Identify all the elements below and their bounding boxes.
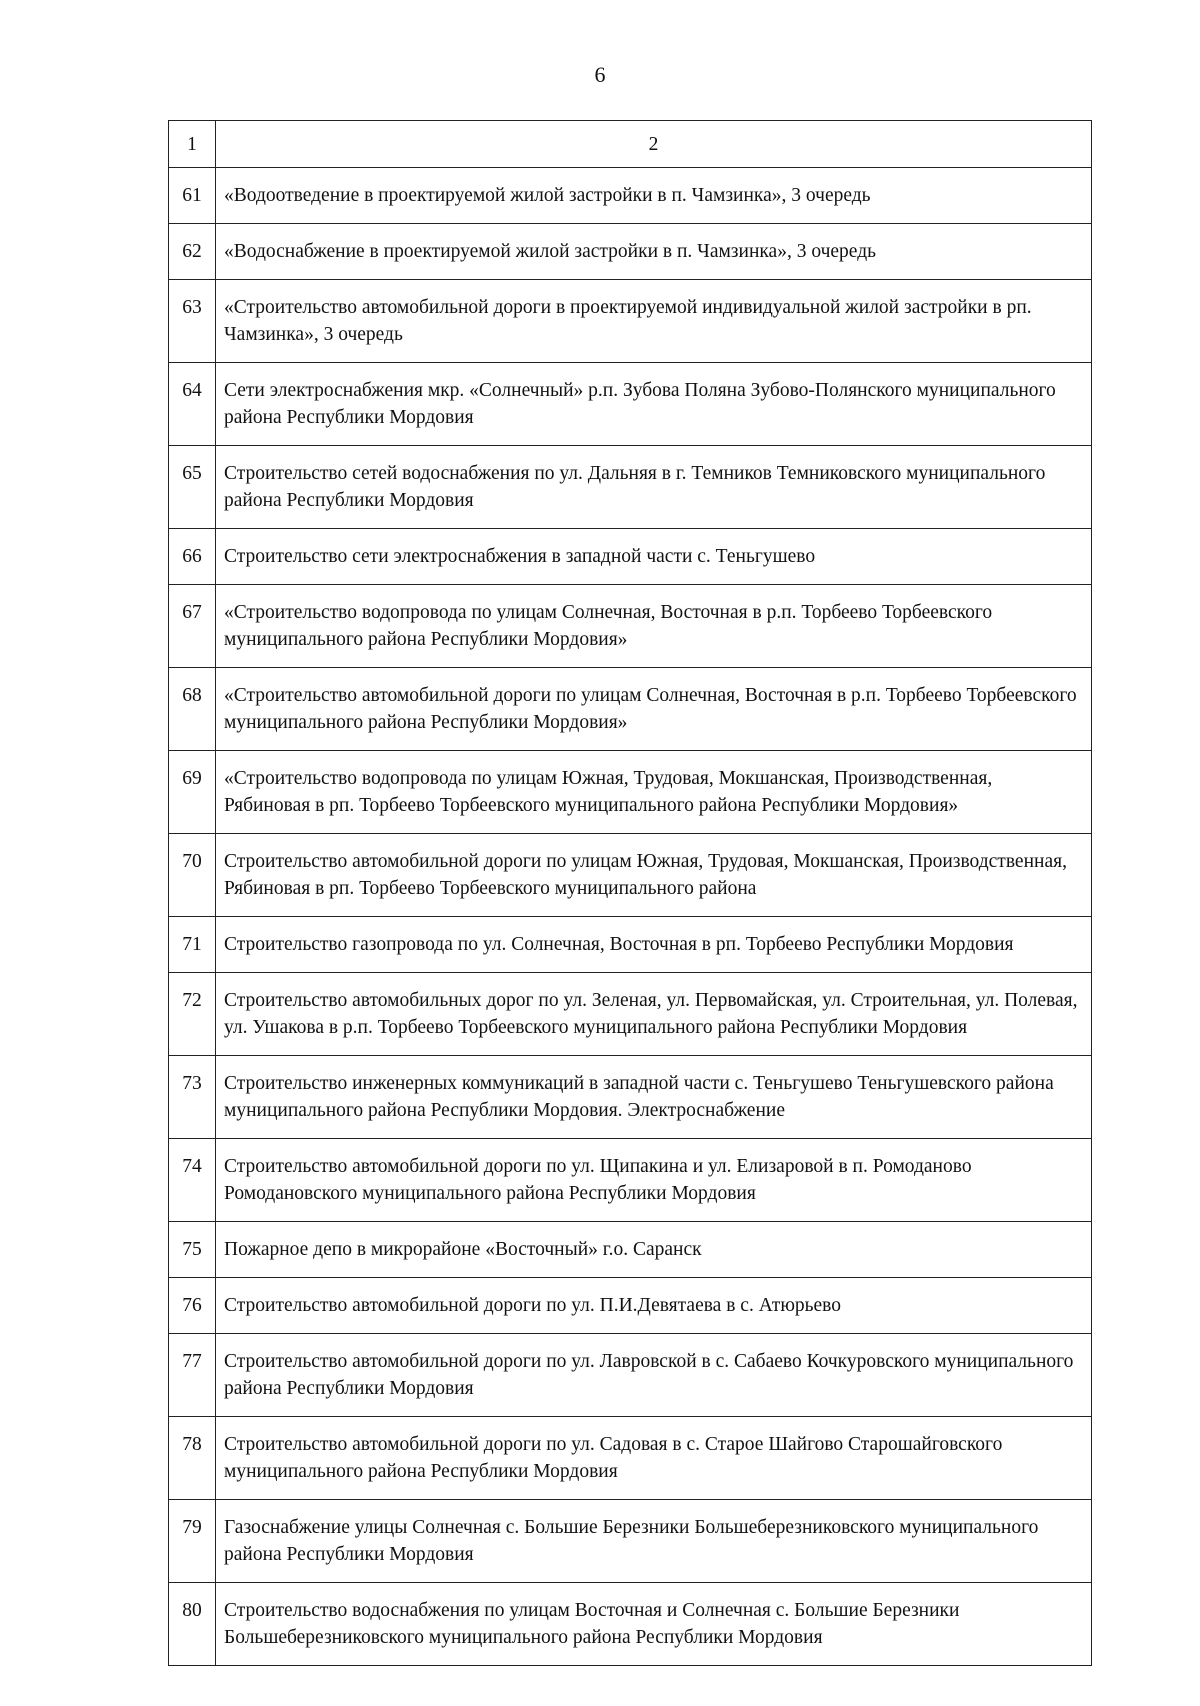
row-number: 78 [169, 1417, 216, 1500]
table-header-row [169, 121, 1092, 168]
table-row [169, 1417, 1092, 1500]
table-row [169, 834, 1092, 917]
row-project-name: «Строительство автомобильной дороги по улицам Солнечная, Восточная в р.п. Торбеево Торбеевского муниципального района Республики Мордовия» [216, 668, 1092, 751]
row-number: 67 [169, 585, 216, 668]
table-row [169, 280, 1092, 363]
table-row [169, 917, 1092, 973]
header-col-2: 2 [216, 121, 1092, 168]
row-project-name: Строительство автомобильных дорог по ул. Зеленая, ул. Первомайская, ул. Строительная, ул. Полевая, ул. Ушакова в р.п. Торбеево Торбеевского муниципального района Республики Мордовия [216, 973, 1092, 1056]
row-project-name: Строительство водоснабжения по улицам Восточная и Солнечная с. Большие Березники Большеберезниковского муниципального района Республики Мордовия [216, 1583, 1092, 1666]
row-project-name: «Водоснабжение в проектируемой жилой застройки в п. Чамзинка», 3 очередь [216, 224, 1092, 280]
table-row [169, 363, 1092, 446]
table-row [169, 1334, 1092, 1417]
row-project-name: Строительство автомобильной дороги по ул. Лавровской в с. Сабаево Кочкуровского муниципального района Республики Мордовия [216, 1334, 1092, 1417]
row-project-name: Строительство автомобильной дороги по улицам Южная, Трудовая, Мокшанская, Производственная, Рябиновая в рп. Торбеево Торбеевского муниципального района [216, 834, 1092, 917]
row-number: 79 [169, 1500, 216, 1583]
row-project-name: «Строительство водопровода по улицам Южная, Трудовая, Мокшанская, Производственная, Рябиновая в рп. Торбеево Торбеевского муниципального района Республики Мордовия» [216, 751, 1092, 834]
row-project-name: Строительство инженерных коммуникаций в западной части с. Теньгушево Теньгушевского района муниципального района Республики Мордовия. Электроснабжение [216, 1056, 1092, 1139]
header-col-1: 1 [169, 121, 216, 168]
row-number: 70 [169, 834, 216, 917]
table-row [169, 1056, 1092, 1139]
row-project-name: Газоснабжение улицы Солнечная с. Большие Березники Большеберезниковского муниципального района Республики Мордовия [216, 1500, 1092, 1583]
row-project-name: Строительство автомобильной дороги по ул. П.И.Девятаева в с. Атюрьево [216, 1278, 1092, 1334]
table-row [169, 1500, 1092, 1583]
row-project-name: Сети электроснабжения мкр. «Солнечный» р.п. Зубова Поляна Зубово-Полянского муниципального района Республики Мордовия [216, 363, 1092, 446]
row-number: 68 [169, 668, 216, 751]
row-number: 69 [169, 751, 216, 834]
table-row [169, 224, 1092, 280]
row-number: 72 [169, 973, 216, 1056]
projects-table [168, 120, 1092, 1666]
row-number: 76 [169, 1278, 216, 1334]
row-project-name: «Строительство автомобильной дороги в проектируемой индивидуальной жилой застройки в рп. Чамзинка», 3 очередь [216, 280, 1092, 363]
row-number: 73 [169, 1056, 216, 1139]
table-row [169, 168, 1092, 224]
table-row [169, 668, 1092, 751]
row-project-name: Строительство сети электроснабжения в западной части с. Теньгушево [216, 529, 1092, 585]
row-project-name: «Водоотведение в проектируемой жилой застройки в п. Чамзинка», 3 очередь [216, 168, 1092, 224]
table-row [169, 1222, 1092, 1278]
row-project-name: Строительство автомобильной дороги по ул. Щипакина и ул. Елизаровой в п. Ромоданово Ромодановского муниципального района Республики Мордовия [216, 1139, 1092, 1222]
row-number: 75 [169, 1222, 216, 1278]
row-number: 71 [169, 917, 216, 973]
projects-table-body [169, 121, 1092, 1666]
row-number: 80 [169, 1583, 216, 1666]
row-project-name: Строительство автомобильной дороги по ул. Садовая в с. Старое Шайгово Старошайговского муниципального района Республики Мордовия [216, 1417, 1092, 1500]
table-row [169, 751, 1092, 834]
table-row [169, 1583, 1092, 1666]
table-row [169, 585, 1092, 668]
table-row [169, 1139, 1092, 1222]
row-number: 63 [169, 280, 216, 363]
row-number: 62 [169, 224, 216, 280]
row-project-name: «Строительство водопровода по улицам Солнечная, Восточная в р.п. Торбеево Торбеевского муниципального района Республики Мордовия» [216, 585, 1092, 668]
table-row [169, 529, 1092, 585]
row-number: 66 [169, 529, 216, 585]
row-project-name: Пожарное депо в микрорайоне «Восточный» г.о. Саранск [216, 1222, 1092, 1278]
table-row [169, 446, 1092, 529]
row-number: 65 [169, 446, 216, 529]
table-row [169, 1278, 1092, 1334]
row-project-name: Строительство газопровода по ул. Солнечная, Восточная в рп. Торбеево Республики Мордовия [216, 917, 1092, 973]
row-project-name: Строительство сетей водоснабжения по ул. Дальняя в г. Темников Темниковского муниципального района Республики Мордовия [216, 446, 1092, 529]
row-number: 61 [169, 168, 216, 224]
row-number: 74 [169, 1139, 216, 1222]
row-number: 64 [169, 363, 216, 446]
table-row [169, 973, 1092, 1056]
row-number: 77 [169, 1334, 216, 1417]
page-number: 6 [594, 62, 606, 87]
